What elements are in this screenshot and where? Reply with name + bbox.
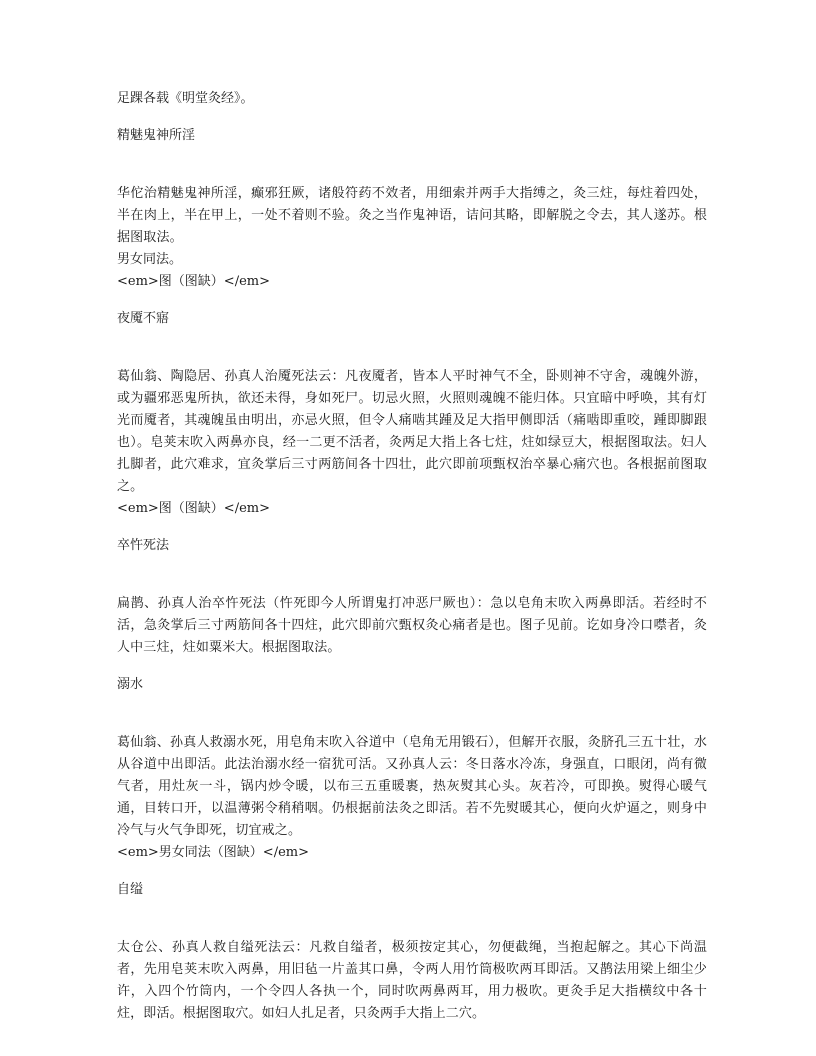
figure-missing-note: <em>图（图缺）</em> [117,501,270,516]
figure-missing-note: <em>图（图缺）</em> [117,274,270,289]
section-body: 太仓公、孙真人救自缢死法云：凡救自缢者，极须按定其心，勿便截绳，当抱起解之。其心下尚温者，先用皂荚末吹入两鼻，用旧毡一片盖其口鼻，令两人用竹筒极吹两耳即活。又鹊法用梁上细尘少许，入四个竹筒内，一个令四人各执一个，同时吹两鼻两耳，用力极吹。更灸手足大指横纹中各十炷，即活。根据图取穴。如妇人扎足者，只灸两手大指上二穴。 [117,940,707,1021]
section-heading: 溺水 [117,677,144,692]
figure-missing-note: <em>男女同法（图缺）</em> [117,845,309,860]
section-heading: 自缢 [117,882,144,897]
intro-line: 足踝各载《明堂灸经》。 [117,91,254,106]
section-body: 葛仙翁、陶隐居、孙真人治魇死法云：凡夜魇者，皆本人平时神气不全，卧则神不守舍，魂魄外游，或为疆邪恶鬼所执，欲还未得，身如死尸。切忌火照，火照则魂魄不能归体。只宜暗中呼唤，其有灯光而魇者，其魂魄虽由明出，亦忌火照，但令人痛啮其踵及足大指甲侧即活（痛啮即重咬，踵即脚跟也）。皂荚末吹入两鼻亦良，经一二更不活者，灸两足大指上各七炷，炷如绿豆大，根据图取法。妇人扎脚者，此穴难求，宜灸掌后三寸两筋间各十四壮，此穴即前项甄权治卒暴心痛穴也。各根据前图取之。 [117,369,707,494]
section-heading: 卒忤死法 [117,538,170,553]
section-heading: 夜魇不寤 [117,311,170,326]
document-page [117,88,707,1025]
section-heading: 精魅鬼神所淫 [117,128,196,143]
section-note: 男女同法。 [117,252,183,267]
section-body: 扁鹊、孙真人治卒忤死法（忤死即今人所谓鬼打冲恶尸厥也）：急以皂角末吹入两鼻即活。若经时不活，急灸掌后三寸两筋间各十四炷，此穴即前穴甄权灸心痛者是也。图子见前。讫如身冷口噤者，灸人中三炷，炷如粟米大。根据图取法。 [117,596,707,655]
section-body: 华佗治精魅鬼神所淫，癫邪狂厥，诸般符药不效者，用细索并两手大指缚之，灸三炷，每炷着四处，半在肉上，半在甲上，一处不着则不验。灸之当作鬼神语，诘问其略，即解脱之令去，其人遂苏。根据图取法。 [117,186,707,245]
section-body: 葛仙翁、孙真人救溺水死，用皂角末吹入谷道中（皂角无用锻石），但解开衣服，灸脐孔三五十壮，水从谷道中出即活。此法治溺水经一宿犹可活。又孙真人云：冬日落水冷冻，身强直，口眼闭，尚有微气者，用灶灰一斗，锅内炒令暖，以布三五重暖裹，热灰熨其心头。灰若冷，可即换。熨得心暖气通，目转口开，以温薄粥令稍稍咽。仍根据前法灸之即活。若不先熨暖其心，便向火炉逼之，则身中冷气与火气争即死，切宜戒之。 [117,735,707,838]
